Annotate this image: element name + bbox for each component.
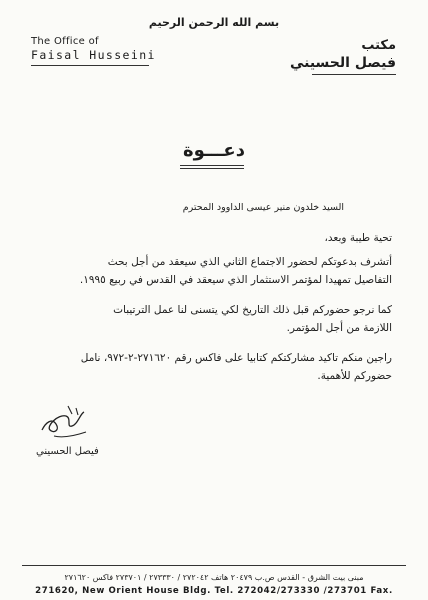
footer-address-arabic: مبنى بيت الشرق - القدس ص.ب ٢٠٤٧٩ هاتف ٢٧٢٠٤٢ / ٢٧٣٣٣٠ / ٢٧٣٧٠١ فاكس ٢٧١٦٢٠ <box>64 573 364 582</box>
footer-address-english: 271620, New Orient House Bldg. Tel. 272042/273330 /273701 Fax. <box>35 586 393 596</box>
basmala: بسم الله الرحمن الرحيم <box>148 16 280 29</box>
office-label-en: The Office of <box>31 36 99 47</box>
paragraph-3-line-2: حضوركم للأهمية. <box>317 370 392 382</box>
letter-title: دعـــوة <box>183 140 245 161</box>
title-underline <box>180 165 244 166</box>
signer-name: فيصل الحسيني <box>36 446 99 457</box>
recipient-line: السيد خلدون منير عيسى الداوود المحترم <box>182 202 344 213</box>
paragraph-2-line-1: كما نرجو حضوركم قبل ذلك التاريخ لكي يتسنى لنا عمل الترتيبات <box>113 304 392 316</box>
paragraph-2-line-2: اللازمة من أجل المؤتمر. <box>286 322 392 334</box>
greeting: تحية طيبة وبعد، <box>324 232 392 244</box>
office-name-ar: فيصل الحسيني <box>289 55 396 71</box>
footer-rule <box>22 565 406 566</box>
letterhead-english <box>31 36 156 66</box>
paragraph-1-line-2: التفاصيل تمهيدا لمؤتمر الاستثمار الذي سيعقد في القدس في ربيع ١٩٩٥. <box>79 274 392 286</box>
title-underline <box>180 168 244 169</box>
letterhead-rule-right <box>312 74 396 75</box>
office-name-en: Faisal Husseini <box>31 48 156 62</box>
office-label-ar: مكتب <box>361 38 396 53</box>
paragraph-1-line-1: أتشرف بدعوتكم لحضور الاجتماع الثاني الذي سيعقد من أجل بحث <box>107 256 392 268</box>
letterhead-rule-left <box>31 65 149 66</box>
paragraph-3-line-1: راجين منكم تاكيد مشاركتكم كتابيا على فاكس رقم ٢٧١٦٢٠-٢-٩٧٢، نامل <box>80 352 392 364</box>
letterhead-arabic <box>290 38 396 75</box>
handwritten-signature <box>36 400 92 442</box>
